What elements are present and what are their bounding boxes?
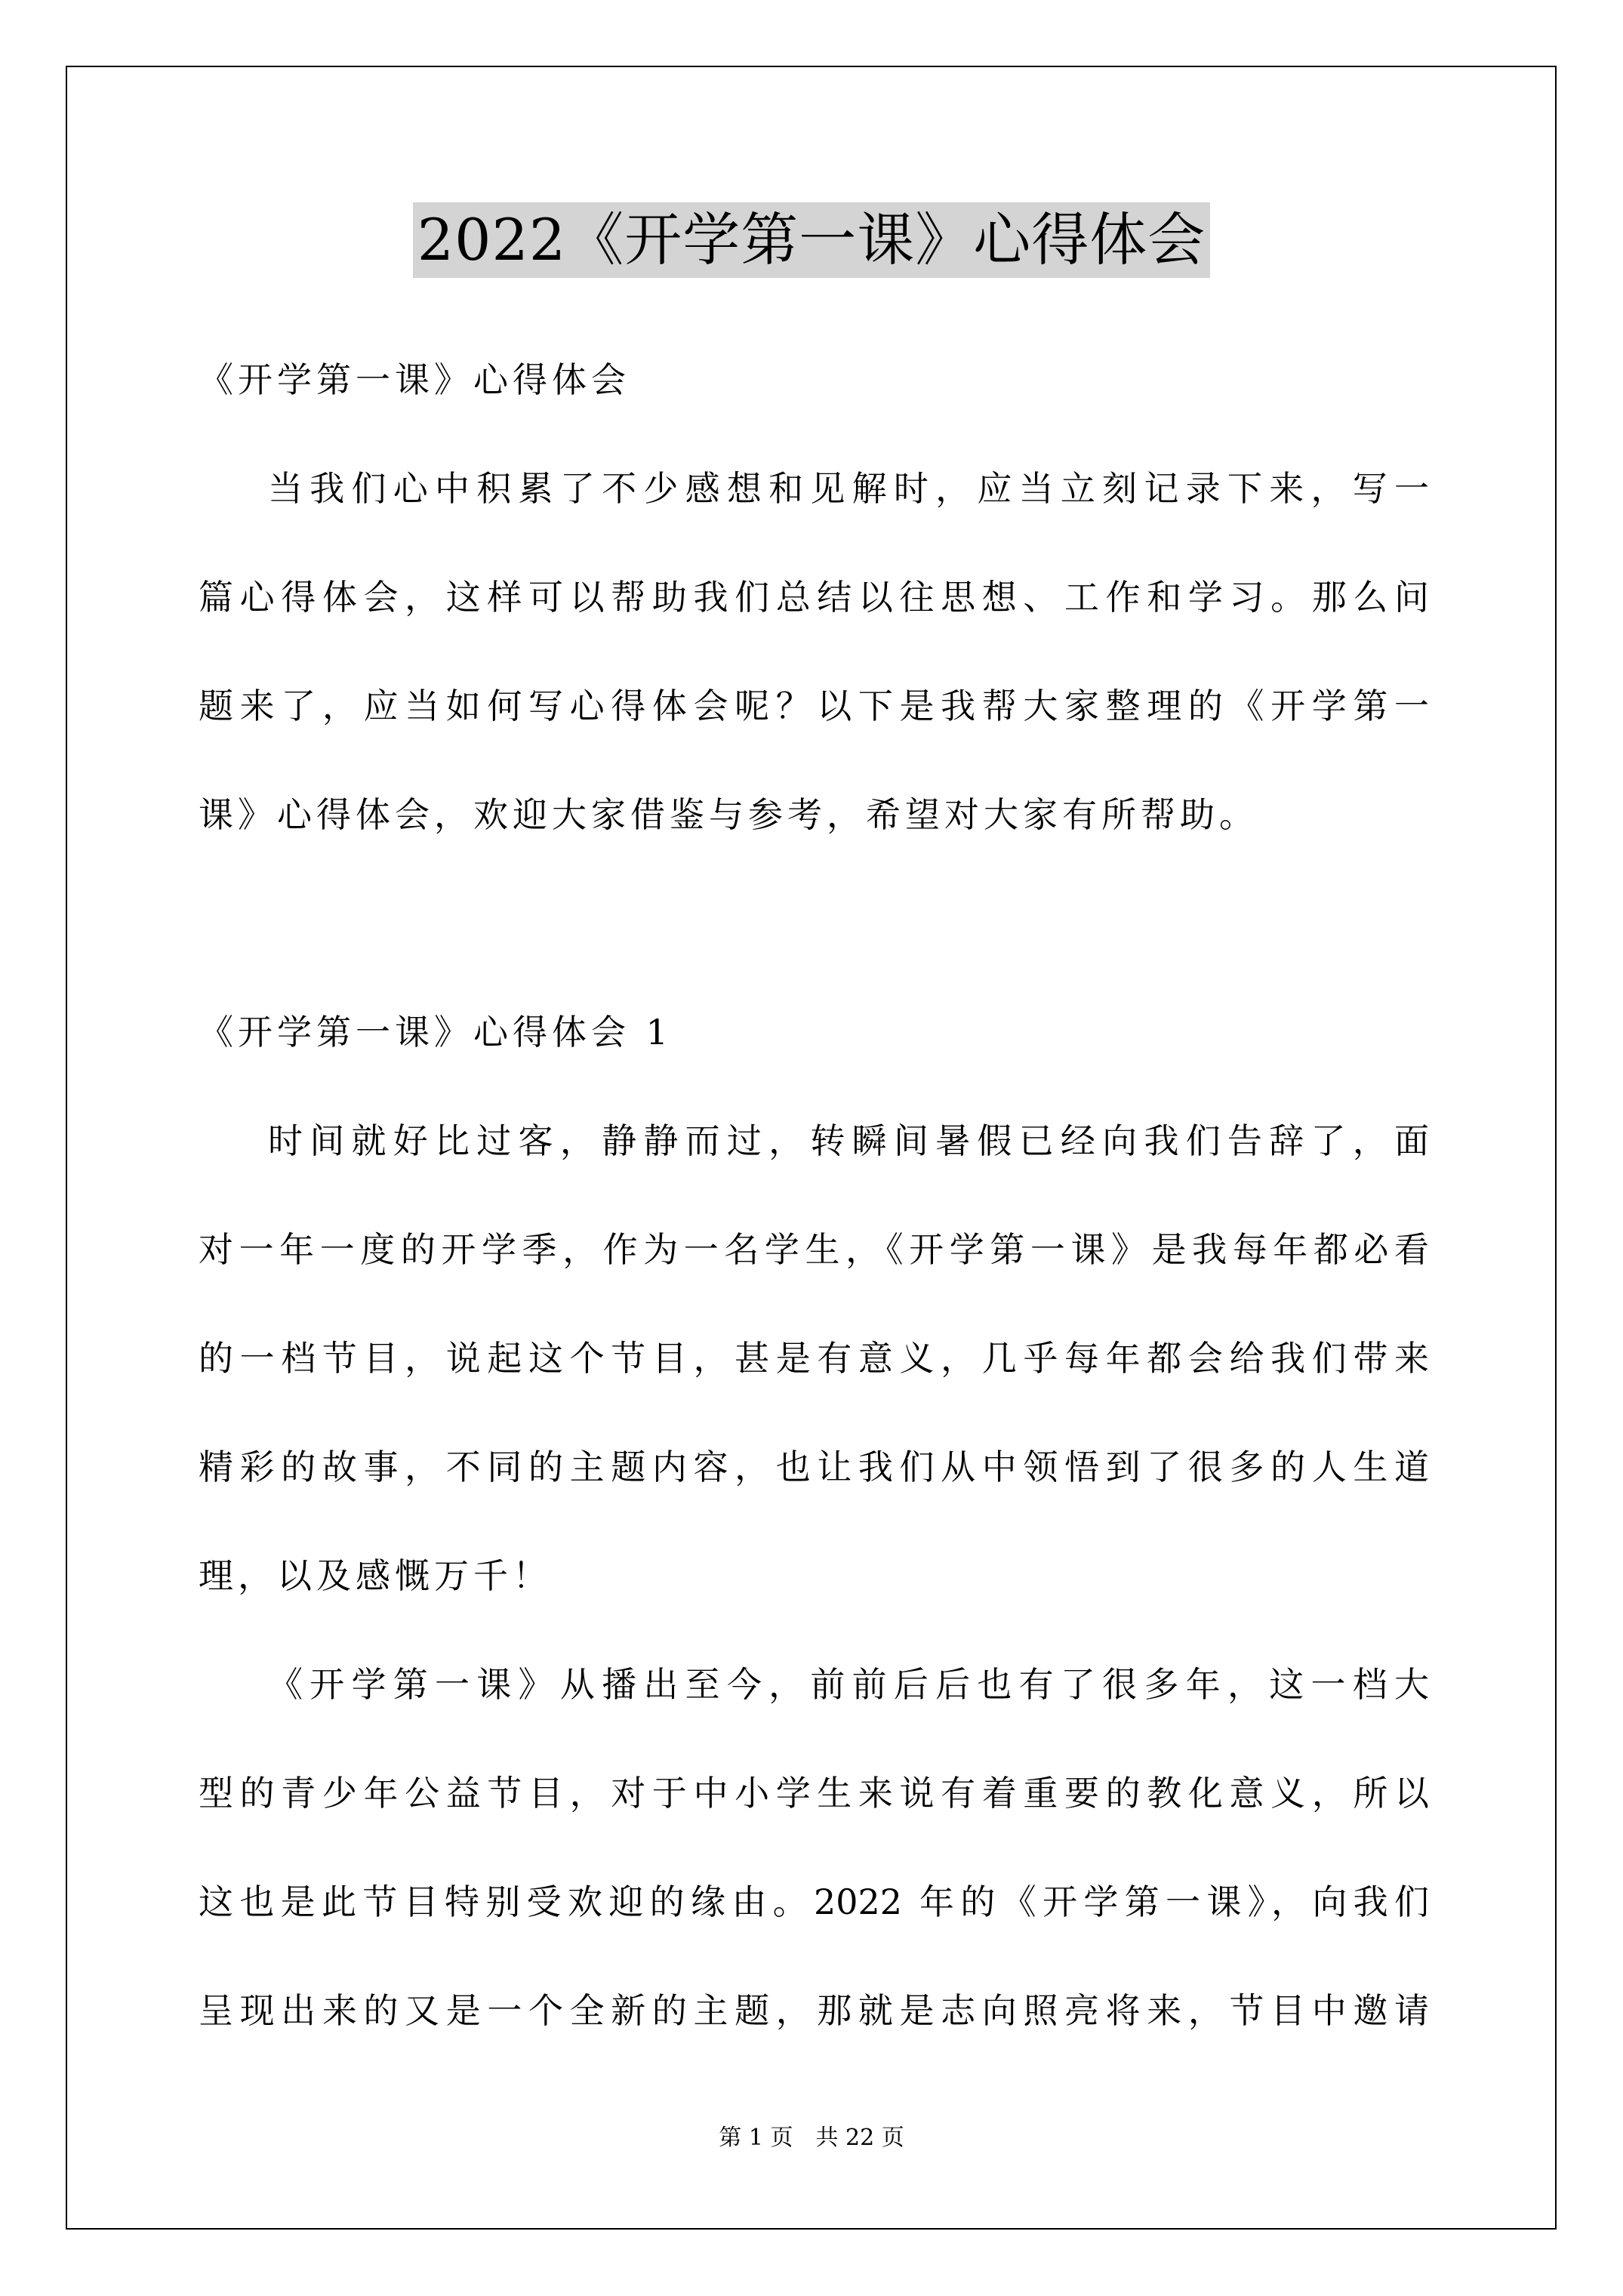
intro-line: 当我们心中积累了不少感想和见解时，应当立刻记录下来，写一	[268, 468, 1429, 509]
intro-line: 篇心得体会，这样可以帮助我们总结以往思想、工作和学习。那么问	[199, 577, 1429, 618]
paragraph-1-line: 时间就好比过客，静静而过，转瞬间暑假已经向我们告辞了，面	[268, 1120, 1429, 1161]
paragraph-2-line: 型的青少年公益节目，对于中小学生来说有着重要的教化意义，所以	[199, 1773, 1429, 1814]
heading-section-1: 《开学第一课》心得体会 1	[199, 1012, 673, 1052]
paragraph-2-line: 《开学第一课》从播出至今，前前后后也有了很多年，这一档大	[268, 1664, 1429, 1705]
paragraph-1-line: 的一档节目，说起这个节目，甚是有意义，几乎每年都会给我们带来	[199, 1338, 1429, 1379]
paragraph-1-line: 精彩的故事，不同的主题内容，也让我们从中领悟到了很多的人生道	[199, 1447, 1429, 1487]
paragraph-1-line: 理，以及感慨万千！	[199, 1555, 552, 1596]
heading-intro: 《开学第一课》心得体会	[199, 359, 630, 400]
document-title: 2022《开学第一课》心得体会	[413, 202, 1210, 278]
intro-line: 题来了，应当如何写心得体会呢？以下是我帮大家整理的《开学第一	[199, 686, 1429, 726]
title-container	[0, 202, 1623, 278]
page-number: 第 1 页 共 22 页	[719, 2125, 904, 2151]
paragraph-2-line: 这也是此节目特别受欢迎的缘由。2022 年的《开学第一课》，向我们	[199, 1881, 1429, 1922]
paragraph-2-line: 呈现出来的又是一个全新的主题，那就是志向照亮将来，节目中邀请	[199, 1990, 1429, 2031]
intro-line: 课》心得体会，欢迎大家借鉴与参考，希望对大家有所帮助。	[199, 794, 1258, 835]
paragraph-1-line: 对一年一度的开学季，作为一名学生，《开学第一课》是我每年都必看	[199, 1229, 1429, 1270]
